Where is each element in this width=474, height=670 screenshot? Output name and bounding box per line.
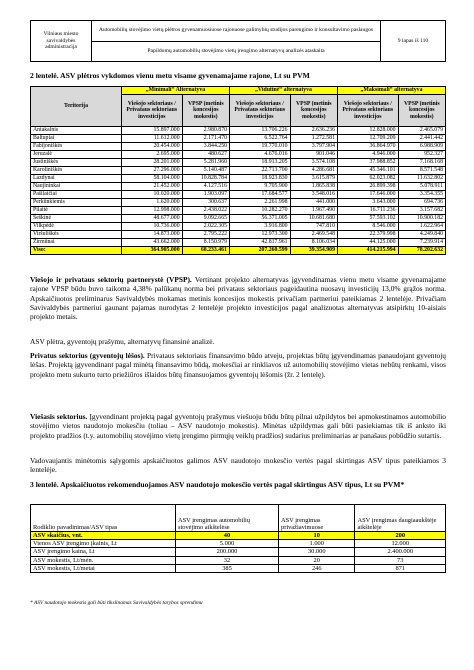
table-cell: 14.873.000 xyxy=(122,231,183,239)
table2-territory-header: Teritorija xyxy=(31,87,122,127)
table-cell: 7.239.914 xyxy=(398,239,445,247)
table-cell: 4.676.016 xyxy=(229,151,290,159)
row-label: Viršuliškės xyxy=(31,231,122,239)
table2 xyxy=(30,86,446,255)
table-cell: 9.705.900 xyxy=(229,183,290,191)
table-cell: 11.612.000 xyxy=(122,135,183,143)
section-vpsp xyxy=(30,275,446,321)
table-row xyxy=(31,548,446,556)
row-label: Justiniškės xyxy=(31,159,122,167)
row-label: Lazdynai xyxy=(31,175,122,183)
table-cell: 200.000 xyxy=(176,548,279,556)
table-row xyxy=(31,183,446,191)
row-label: Vilkpėdė xyxy=(31,223,122,231)
table-cell: 3.157.682 xyxy=(398,207,445,215)
table-cell: 4.286.681 xyxy=(290,167,337,175)
table-cell: 901.046 xyxy=(290,151,337,159)
section-private xyxy=(30,351,446,379)
row-label: Šeškinė xyxy=(31,215,122,223)
header-organization: Vilniaus miesto savivaldybės administracija xyxy=(31,21,92,62)
table-cell: 3.548.016 xyxy=(290,191,337,199)
row-label: ASV mokestis, Lt/mėn. xyxy=(31,556,176,564)
table2-col-vpsp: VPSP (metinis koncesijos mokestis) xyxy=(182,95,229,127)
table-cell: 57.593.102 xyxy=(337,215,398,223)
row-label: Pilaitė xyxy=(31,207,122,215)
table2-col-vpsp: VPSP (metinis koncesijos mokestis) xyxy=(398,95,445,127)
table-cell: 18.913.205 xyxy=(229,159,290,167)
table-row xyxy=(31,231,446,239)
table-row xyxy=(31,159,446,167)
section-public-text: Įgyvendinant projektą pagal gyventojų prašymus viešuoju būdu būtų pilnai užpildytos bei apmokestinamos automobilio stovėjimo vietos naudotojo mokesčiu (toliau – ASV naudotojo mokestis). Minėtas užpildymas gali būti pasiekiamas tik iš anksto iki projekto pradžios (t.y. automobilių stovėjimo vietų įrengimo pirmųjų veiklų pradžios) sudarius preliminarias ar panašaus pobūdžio sutartis. xyxy=(30,412,446,440)
header-title: Automobilių stovėjimo vietų plėtros gyvenamuosiuose rajonuose galimybių studijos parengimo ir konsultavimo paslaugos xyxy=(92,21,381,42)
table-cell: 246 xyxy=(279,564,355,572)
table3-header-indicator: Rodiklio pavadinimas/ASV tipas xyxy=(31,505,176,532)
table-cell: 22.713.700 xyxy=(229,167,290,175)
table-cell: 10 xyxy=(279,532,355,540)
table-cell: 58.104.000 xyxy=(122,175,183,183)
table-cell: 1.865.838 xyxy=(290,183,337,191)
table-row xyxy=(31,151,446,159)
table-cell: 747.810 xyxy=(290,223,337,231)
table-cell: 200 xyxy=(355,532,446,540)
table-cell: 8.106.034 xyxy=(290,239,337,247)
table2-col-private: Viešojo sektoriaus / Privataus sektoriaus investicijos xyxy=(122,95,183,127)
table-cell: 2.400.000 xyxy=(355,548,446,556)
table-cell: 12.828.000 xyxy=(337,127,398,135)
row-label: Naujininkai xyxy=(31,183,122,191)
table-row xyxy=(31,223,446,231)
table-cell: 3.643.000 xyxy=(337,199,398,207)
table-cell: 1.967.490 xyxy=(290,207,337,215)
row-label: Viso: xyxy=(31,247,122,255)
table-cell: 6.522.764 xyxy=(229,135,290,143)
row-label: ASV įrengimo kaina, Lt xyxy=(31,548,176,556)
section-public-text2: Vadovaujantis minėtomis sąlygomis apskaičiuotos galimos ASV naudotojo mokesčio vertės pagal skirtingas ASV tipus pateikiamos 3 lentelėje. xyxy=(30,456,446,475)
table-cell: 2.171.470 xyxy=(182,135,229,143)
table-cell: 27.296.000 xyxy=(122,167,183,175)
table-cell: 15.897.000 xyxy=(122,127,183,135)
row-label: Fabijoniškės xyxy=(31,143,122,151)
table-cell: 2.695.000 xyxy=(122,151,183,159)
table-row xyxy=(31,556,446,564)
section-public-title: Viešasis sektorius. xyxy=(30,412,88,421)
table-cell: 16.711.236 xyxy=(337,207,398,215)
table-cell: 13.706.226 xyxy=(229,127,290,135)
table-cell: 1.903.097 xyxy=(182,191,229,199)
table-cell: 18.923.830 xyxy=(229,175,290,183)
table-row xyxy=(31,127,446,135)
table-cell: 5.000 xyxy=(176,540,279,548)
section-analysis-note: ASV plėtra, gyventojų prašymu, alternatyvų finansinė analizė. xyxy=(30,337,215,346)
table-cell: 441.000 xyxy=(290,199,337,207)
table-cell: 2.261.998 xyxy=(229,199,290,207)
table-cell: 2.465.079 xyxy=(398,127,445,135)
header-page-number: 9 lapas iš 110 xyxy=(381,21,446,62)
table-cell: 2.438.022 xyxy=(182,207,229,215)
table2-col-private: Viešojo sektoriaus / Privataus sektoriaus investicijos xyxy=(229,95,290,127)
table-row xyxy=(31,143,446,151)
table-row xyxy=(31,207,446,215)
table-cell: 11.632.802 xyxy=(398,175,445,183)
section-vpsp-text: Vertinant projekto alternatyvas įgyvendinamas vienu metu visame gyvenamajame rajone VPSP būdu buvo taikoma 4,38% palūkanų norma bei privataus sektoriaus pageidautina nuosavų investicijų 13,0% grąžos norma. Apskaičiuotos preliminarus Savivaldybės mokamas metinis koncesijos mokestis privačiam partneriui pateikiamas 2 lentelėje. Privačiam Savivaldybės partneriui gaunant pajamas nurodytas 2 lentelėje projekto investicijos pagal analizuotas alternatyvas atsipirktų 10-aisiais projekto metais. xyxy=(30,275,447,321)
table-cell: 10.736.000 xyxy=(122,223,183,231)
table-cell: 17.646.000 xyxy=(337,191,398,199)
table-cell: 5.281.960 xyxy=(182,159,229,167)
table-row xyxy=(31,199,446,207)
table-cell: 3.916.800 xyxy=(229,223,290,231)
table-cell: 22.379.998 xyxy=(337,231,398,239)
table-cell: 364.905.000 xyxy=(122,247,183,255)
table-row xyxy=(31,175,446,183)
table-cell: 20 xyxy=(279,556,355,564)
table-cell: 62.023.082 xyxy=(337,175,398,183)
table-cell: 3.354.355 xyxy=(398,191,445,199)
table3 xyxy=(30,504,446,573)
table3-caption: 3 lentelė. Apskaičiuotos rekomenduojamos ASV naudotojo mokesčio vertės pagal skirtingus ASV tipus, Lt su PVM* xyxy=(30,480,405,489)
table3-footnote: * ASV naudotojo mokestis gali būti tikslinamas Savivaldybės tarybos sprendimu xyxy=(30,600,203,606)
table-cell: 1.000 xyxy=(279,540,355,548)
table-row xyxy=(31,540,446,548)
table-row xyxy=(31,215,446,223)
table-cell: 8.571.548 xyxy=(398,167,445,175)
row-label: Baltupiai xyxy=(31,135,122,143)
section-vpsp-title: Viešojo ir privataus sektorių partnerystė (VPSP). xyxy=(30,275,192,284)
table-cell: 44.125.000 xyxy=(337,239,398,247)
section-private-text: Privataus sektoriaus finansavimo būdo atveju, projektas būtų įgyvendinamas panaudojant gyventojų lėšas. Projektą įgyvendinant pagal minėtą finansavimo būdą, mokesčiai ar rinkliavos už automobilių stovėjimo vietas nebūtų renkami, visos projekto metu sukurto turto priežiūros išlaidos būtų finansuojamos gyventojų lėšomis (žr. 2 lentelę). xyxy=(30,351,446,379)
table-cell: 40 xyxy=(176,532,279,540)
row-label: ASV skaičius, vnt. xyxy=(31,532,176,540)
table-cell: 12.000 xyxy=(355,540,446,548)
table-cell: 12.709.209 xyxy=(337,135,398,143)
table-cell: 2.795.222 xyxy=(182,231,229,239)
table-cell: 36.864.970 xyxy=(337,143,398,151)
table-cell: 480.627 xyxy=(182,151,229,159)
header-subtitle: Papildomų automobilių stovėjimo vietų įrengimo alternatyvų analizės ataskaita xyxy=(92,41,381,62)
table-cell: 4.127.516 xyxy=(182,183,229,191)
table3-header-multistorey: ASV įrengimas daugiaaukštėje aikštelėje xyxy=(355,505,446,532)
table-cell: 20.454.000 xyxy=(122,143,183,151)
table-cell: 1.622.964 xyxy=(398,223,445,231)
table-cell: 12.998.000 xyxy=(122,207,183,215)
table-cell: 2.469.548 xyxy=(290,231,337,239)
table-total-row xyxy=(31,247,446,255)
table-cell: 3.797.904 xyxy=(290,143,337,151)
table-cell: 385 xyxy=(176,564,279,572)
table-cell: 9.092.665 xyxy=(182,215,229,223)
table-cell: 207.260.599 xyxy=(229,247,290,255)
table-cell: 300.637 xyxy=(182,199,229,207)
table-cell: 10.020.000 xyxy=(122,191,183,199)
table-cell: 26.899.398 xyxy=(337,183,398,191)
table-cell: 17.684.577 xyxy=(229,191,290,199)
table-row xyxy=(31,191,446,199)
table-cell: 2.980.870 xyxy=(182,127,229,135)
table-cell: 21.452.000 xyxy=(122,183,183,191)
table-cell: 10.681.680 xyxy=(290,215,337,223)
table-cell: 8.150.979 xyxy=(182,239,229,247)
table-cell: 8.546.000 xyxy=(337,223,398,231)
table-cell: 952.327 xyxy=(398,151,445,159)
row-label: Jeruzalė xyxy=(31,151,122,159)
table3-header-lots: ASV įrengimas automobilių stovėjimo aikštelėse xyxy=(176,505,279,532)
table2-group-min: „Minimali“ Alternatyva xyxy=(122,87,230,95)
table-cell: 30.000 xyxy=(279,548,355,556)
row-label: ASV mokestis, Lt/metai xyxy=(31,564,176,572)
table-row xyxy=(31,135,446,143)
section-private-title: Privatus sektorius (gyventojų lėšos). xyxy=(30,351,145,360)
table-cell: 4.946.000 xyxy=(337,151,398,159)
table-cell: 37.988.852 xyxy=(337,159,398,167)
table-cell: 1.620.000 xyxy=(122,199,183,207)
table-cell: 2.636.236 xyxy=(290,127,337,135)
table-cell: 56.371.005 xyxy=(229,215,290,223)
table-row xyxy=(31,239,446,247)
table-row xyxy=(31,167,446,175)
table-cell: 10.900.182 xyxy=(398,215,445,223)
table-cell: 12.973.300 xyxy=(229,231,290,239)
table-cell: 694.736 xyxy=(398,199,445,207)
table-cell: 7.168.168 xyxy=(398,159,445,167)
table-cell: 78.202.632 xyxy=(398,247,445,255)
row-label: Žirmūnai xyxy=(31,239,122,247)
table-cell: 43.662.000 xyxy=(122,239,183,247)
section-public xyxy=(30,412,446,440)
table-cell: 42.817.961 xyxy=(229,239,290,247)
table-cell: 871 xyxy=(355,564,446,572)
table-cell: 2.441.442 xyxy=(398,135,445,143)
table-cell: 5.140.487 xyxy=(182,167,229,175)
table-cell: 3.574.108 xyxy=(290,159,337,167)
table2-col-vpsp: VPSP (metinis koncesijos mokestis) xyxy=(290,95,337,127)
table-cell: 73 xyxy=(355,556,446,564)
table2-group-max: „Maksimali“ alternatyva xyxy=(337,87,445,95)
page-header xyxy=(30,20,446,62)
table-cell: 28.201.000 xyxy=(122,159,183,167)
row-label: Karoliniškės xyxy=(31,167,122,175)
row-label: Antakalnis xyxy=(31,127,122,135)
table-cell: 10.828.784 xyxy=(182,175,229,183)
table-row xyxy=(31,564,446,572)
table-cell: 10.282.270 xyxy=(229,207,290,215)
table-cell: 5.078.911 xyxy=(398,183,445,191)
table-highlight-row xyxy=(31,532,446,540)
table2-col-private: Viešojo sektoriaus / Privataus sektoriaus investicijos xyxy=(337,95,398,127)
table-cell: 3.615.879 xyxy=(290,175,337,183)
table-cell: 68.233.461 xyxy=(182,247,229,255)
row-label: Pašilaičiai xyxy=(31,191,122,199)
table-cell: 2.022.305 xyxy=(182,223,229,231)
table-cell: 4.249.840 xyxy=(398,231,445,239)
table-cell: 32 xyxy=(176,556,279,564)
table-cell: 6.988.909 xyxy=(398,143,445,151)
table-cell: 45.346.101 xyxy=(337,167,398,175)
row-label: Perkūnkiemis xyxy=(31,199,122,207)
row-label: Vienos ASV įrengimo įkainis, Lt xyxy=(31,540,176,548)
table3-header-driveways: ASV įrengimas privažiavimuose xyxy=(279,505,355,532)
table-cell: 3.844.250 xyxy=(182,143,229,151)
table-cell: 19.770.010 xyxy=(229,143,290,151)
table2-caption: 2 lentelė. ASV plėtros vykdomos vienu metu visame gyvenamajame rajone, Lt su PVM xyxy=(30,71,310,80)
table-cell: 1.272.581 xyxy=(290,135,337,143)
table-cell: 39.354.909 xyxy=(290,247,337,255)
table-cell: 48.677.000 xyxy=(122,215,183,223)
table2-group-mid: „Vidutinė“ alternatyva xyxy=(229,87,337,95)
table-cell: 414.215.994 xyxy=(337,247,398,255)
